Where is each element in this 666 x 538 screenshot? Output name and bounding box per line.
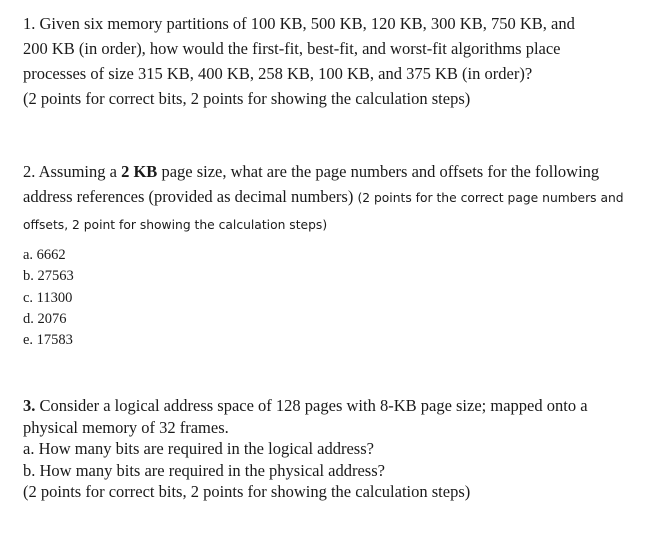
question-3 <box>23 395 653 503</box>
address-option: e. 17583 <box>23 332 73 349</box>
question-2 <box>23 159 653 238</box>
question-2-line-3 <box>23 211 653 238</box>
question-3-line-1 <box>23 395 653 417</box>
question-3-part-a: a. How many bits are required in the logical address? <box>23 439 374 458</box>
address-reference-list <box>23 245 653 351</box>
page-size-value: 2 KB <box>121 162 158 181</box>
question-3-points-note: (2 points for correct bits, 2 points for showing the calculation steps) <box>23 482 471 501</box>
question-2-points-note-cont: offsets, 2 point for showing the calculation steps) <box>23 218 328 232</box>
question-3-line: physical memory of 32 frames. <box>23 417 229 437</box>
address-option: b. 27563 <box>23 268 74 285</box>
question-2-intro-prefix: 2. Assuming a <box>23 162 122 181</box>
question-1-line: 200 KB (in order), how would the first-fit, best-fit, and worst-fit algorithms place <box>23 39 561 58</box>
question-2-line-2-text: address references (provided as decimal numbers) <box>23 187 358 206</box>
question-1 <box>23 11 653 111</box>
question-3-number: 3. <box>23 396 36 415</box>
question-2-intro-suffix: page size, what are the page numbers and offsets for the following <box>157 162 600 181</box>
question-2-points-note: (2 points for the correct page numbers and <box>357 191 624 205</box>
question-2-line-2 <box>23 184 653 211</box>
address-option: a. 6662 <box>23 247 66 263</box>
question-3-line-1-text: Consider a logical address space of 128 pages with 8-KB page size; mapped onto a <box>35 396 588 415</box>
address-option: d. 2076 <box>23 310 67 327</box>
question-3-part-b: b. How many bits are required in the physical address? <box>23 460 385 480</box>
question-1-line: 1. Given six memory partitions of 100 KB, 500 KB, 120 KB, 300 KB, 750 KB, and <box>23 14 575 33</box>
question-2-intro <box>23 159 653 184</box>
question-1-line: processes of size 315 KB, 400 KB, 258 KB, 100 KB, and 375 KB (in order)? <box>23 64 533 83</box>
address-option: c. 11300 <box>23 289 73 306</box>
question-1-points-note: (2 points for correct bits, 2 points for showing the calculation steps) <box>23 89 471 108</box>
